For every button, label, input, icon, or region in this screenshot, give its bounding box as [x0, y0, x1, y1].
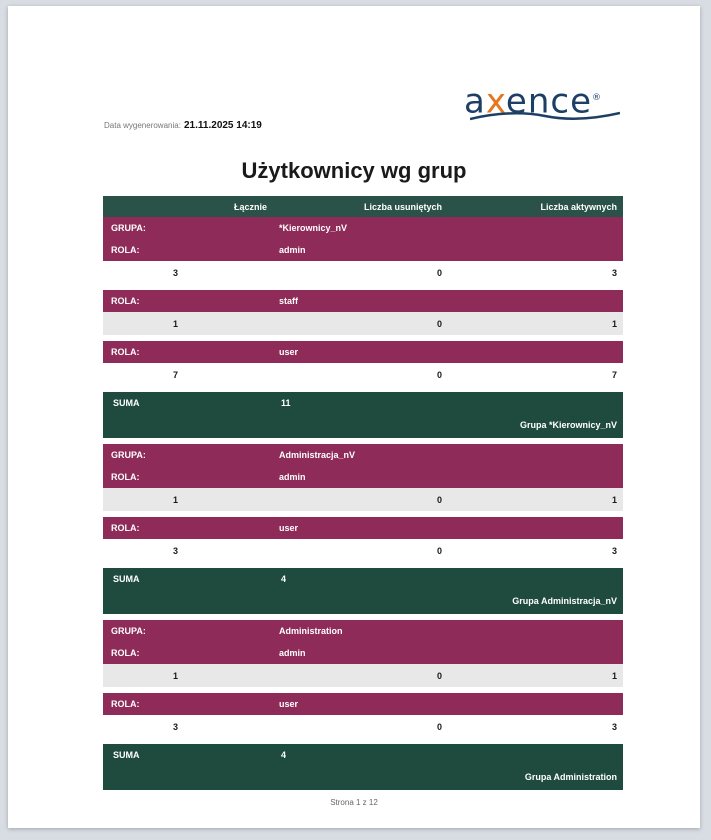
group-name: *Kierownicy_nV: [273, 217, 623, 239]
column-header-total: Łącznie: [103, 196, 273, 217]
report-page: [8, 6, 700, 828]
role-name: admin: [273, 642, 623, 664]
role-name: staff: [273, 290, 623, 312]
group-sum-footer-row: [103, 768, 623, 790]
role-label: ROLA:: [103, 693, 273, 715]
logo-text-part1: a: [464, 81, 486, 122]
sum-footer-label: Grupa Administracja_nV: [103, 592, 623, 614]
sum-total: 4: [273, 744, 623, 768]
cell-deleted: 0: [273, 363, 448, 386]
generation-date-value: 21.11.2025 14:19: [184, 120, 262, 131]
cell-total: 1: [103, 312, 273, 335]
cell-deleted: 0: [273, 488, 448, 511]
generation-date: [104, 120, 404, 131]
role-label: ROLA:: [103, 341, 273, 363]
group-sum-row: [103, 744, 623, 768]
table-row: [103, 664, 623, 687]
group-sum-row: [103, 568, 623, 592]
sum-total: 4: [273, 568, 623, 592]
sum-total: 11: [273, 392, 623, 416]
table-row: [103, 488, 623, 511]
group-row: [103, 620, 623, 642]
role-label: ROLA:: [103, 642, 273, 664]
sum-label: SUMA: [103, 392, 273, 416]
cell-active: 3: [448, 539, 623, 562]
role-row: [103, 290, 623, 312]
role-name: admin: [273, 466, 623, 488]
column-header-deleted: Liczba usuniętych: [273, 196, 448, 217]
cell-total: 1: [103, 664, 273, 687]
role-row: [103, 239, 623, 261]
cell-deleted: 0: [273, 261, 448, 284]
sum-footer-label: Grupa Administration: [103, 768, 623, 790]
logo-text-part2: ence: [505, 81, 592, 122]
cell-total: 3: [103, 539, 273, 562]
group-row: [103, 217, 623, 239]
group-name: Administracja_nV: [273, 444, 623, 466]
logo-text-x: x: [485, 81, 506, 122]
group-label: GRUPA:: [103, 444, 273, 466]
table-row: [103, 312, 623, 335]
role-label: ROLA:: [103, 466, 273, 488]
group-label: GRUPA:: [103, 217, 273, 239]
table-row: [103, 363, 623, 386]
group-row: [103, 444, 623, 466]
role-label: ROLA:: [103, 290, 273, 312]
table-row: [103, 715, 623, 738]
cell-total: 1: [103, 488, 273, 511]
cell-active: 3: [448, 261, 623, 284]
cell-deleted: 0: [273, 664, 448, 687]
role-label: ROLA:: [103, 517, 273, 539]
cell-active: 1: [448, 312, 623, 335]
sum-label: SUMA: [103, 568, 273, 592]
role-name: user: [273, 517, 623, 539]
role-name: user: [273, 341, 623, 363]
page-footer: Strona 1 z 12: [330, 798, 378, 807]
cell-active: 1: [448, 488, 623, 511]
role-name: user: [273, 693, 623, 715]
sum-footer-label: Grupa *Kierownicy_nV: [103, 416, 623, 438]
group-sum-footer-row: [103, 592, 623, 614]
group-name: Administration: [273, 620, 623, 642]
group-sum-footer-row: [103, 416, 623, 438]
group-sum-row: [103, 392, 623, 416]
cell-total: 3: [103, 715, 273, 738]
cell-deleted: 0: [273, 539, 448, 562]
axence-logo: [464, 78, 624, 122]
cell-active: 1: [448, 664, 623, 687]
cell-deleted: 0: [273, 715, 448, 738]
cell-total: 3: [103, 261, 273, 284]
role-row: [103, 642, 623, 664]
role-row: [103, 693, 623, 715]
generation-date-label: Data wygenerowania:: [104, 121, 181, 130]
cell-total: 7: [103, 363, 273, 386]
role-row: [103, 517, 623, 539]
role-label: ROLA:: [103, 239, 273, 261]
page-title: Użytkownicy wg grup: [241, 158, 467, 183]
role-row: [103, 466, 623, 488]
role-row: [103, 341, 623, 363]
cell-active: 3: [448, 715, 623, 738]
group-label: GRUPA:: [103, 620, 273, 642]
table-row: [103, 261, 623, 284]
table-header-row: [103, 196, 623, 217]
cell-deleted: 0: [273, 312, 448, 335]
logo-swoosh-icon: [470, 111, 620, 121]
users-by-groups-table: [103, 196, 623, 790]
sum-label: SUMA: [103, 744, 273, 768]
table-row: [103, 539, 623, 562]
cell-active: 7: [448, 363, 623, 386]
column-header-active: Liczba aktywnych: [448, 196, 623, 217]
logo-registered-mark: ®: [592, 93, 602, 103]
role-name: admin: [273, 239, 623, 261]
